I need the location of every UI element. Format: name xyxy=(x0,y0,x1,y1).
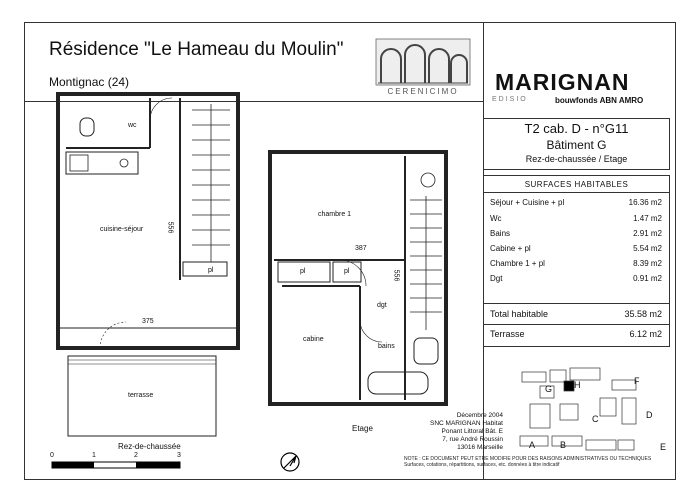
room-label-wc: wc xyxy=(128,122,137,129)
credit-address: Ponant Littoral Bât. E xyxy=(441,428,503,435)
site-label: F xyxy=(634,376,640,386)
north-arrow-icon xyxy=(281,453,299,471)
room-label-bath: bains xyxy=(378,343,395,350)
credit-company: SNC MARIGNAN Habitat xyxy=(430,420,503,427)
lot-type: T2 cab. D - n°G11 xyxy=(524,121,629,136)
location-subtitle: Montignac (24) xyxy=(49,75,130,89)
room-label-cupboard: pl xyxy=(300,268,306,275)
room-label-cupboard: pl xyxy=(344,268,350,275)
surface-row: Dgt 0.91 m2 xyxy=(490,274,662,283)
disclaimer-line: Surfaces, cotations, répartitions, surfaces, etc. données à titre indicatif xyxy=(404,462,560,468)
lot-levels: Rez-de-chaussée / Etage xyxy=(525,154,628,164)
scale-tick: 1 xyxy=(92,452,96,459)
floor-label: Etage xyxy=(352,424,373,433)
lot-building: Bâtiment G xyxy=(546,138,607,152)
disclaimer xyxy=(404,456,651,468)
dimension-label: 556 xyxy=(166,221,174,234)
credit-address: 7, rue André Roussin xyxy=(442,436,503,443)
ground-floor-plan xyxy=(58,94,238,436)
credit-city: 13016 Marseille xyxy=(457,444,503,451)
ground-floor-label: Rez-de-chaussée xyxy=(118,442,181,451)
room-label-hall: dgt xyxy=(377,302,387,309)
logo-text: CERENICIMO xyxy=(387,87,459,96)
brand-name: MARIGNAN xyxy=(495,69,630,95)
surface-terrace-row: Terrasse 6.12 m2 xyxy=(490,329,662,339)
scale-tick: 0 xyxy=(50,452,54,459)
room-label-terrace: terrasse xyxy=(128,392,154,399)
brand-partner: bouwfonds ABN AMRO xyxy=(555,96,644,105)
room-label-cupboard: pl xyxy=(208,267,214,274)
site-label: C xyxy=(592,414,599,424)
dimension-label: 375 xyxy=(142,318,154,325)
disclaimer-line: NOTE : CE DOCUMENT PEUT ETRE MODIFIE POUR DES RAISONS ADMINISTRATIVES OU TECHNIQUES xyxy=(404,456,652,462)
site-label: H xyxy=(574,380,581,390)
dimension-label: 387 xyxy=(355,245,367,252)
site-label: G xyxy=(545,384,553,394)
surface-row: Séjour + Cuisine + pl 16.36 m2 xyxy=(490,198,662,207)
residence-title: Résidence "Le Hameau du Moulin" xyxy=(49,39,344,60)
surface-row: Cabine + pl 5.54 m2 xyxy=(490,244,662,253)
surface-row: Chambre 1 + pl 8.39 m2 xyxy=(490,259,662,268)
surface-row: Wc 1.47 m2 xyxy=(490,214,662,223)
room-label-bedroom: chambre 1 xyxy=(318,211,352,218)
scale-tick: 3 xyxy=(177,452,181,459)
surface-total-row: Total habitable 35.58 m2 xyxy=(490,309,662,319)
dimension-label: 556 xyxy=(392,269,400,282)
scale-bar xyxy=(52,462,180,468)
upper-floor-plan xyxy=(270,152,446,404)
site-label: E xyxy=(660,442,667,452)
brand-small: EDISIO xyxy=(492,96,528,103)
room-label-kitchen-living: cuisine-séjour xyxy=(100,226,144,233)
site-label: B xyxy=(560,440,567,450)
surfaces-heading: SURFACES HABITABLES xyxy=(524,180,629,189)
scale-tick: 2 xyxy=(134,452,138,459)
site-label: A xyxy=(529,440,536,450)
credit-date: Décembre 2004 xyxy=(456,412,503,419)
surface-row: Bains 2.91 m2 xyxy=(490,229,662,238)
room-label-cabin: cabine xyxy=(303,336,324,343)
developer-credit xyxy=(430,412,503,452)
site-label: D xyxy=(646,410,653,420)
